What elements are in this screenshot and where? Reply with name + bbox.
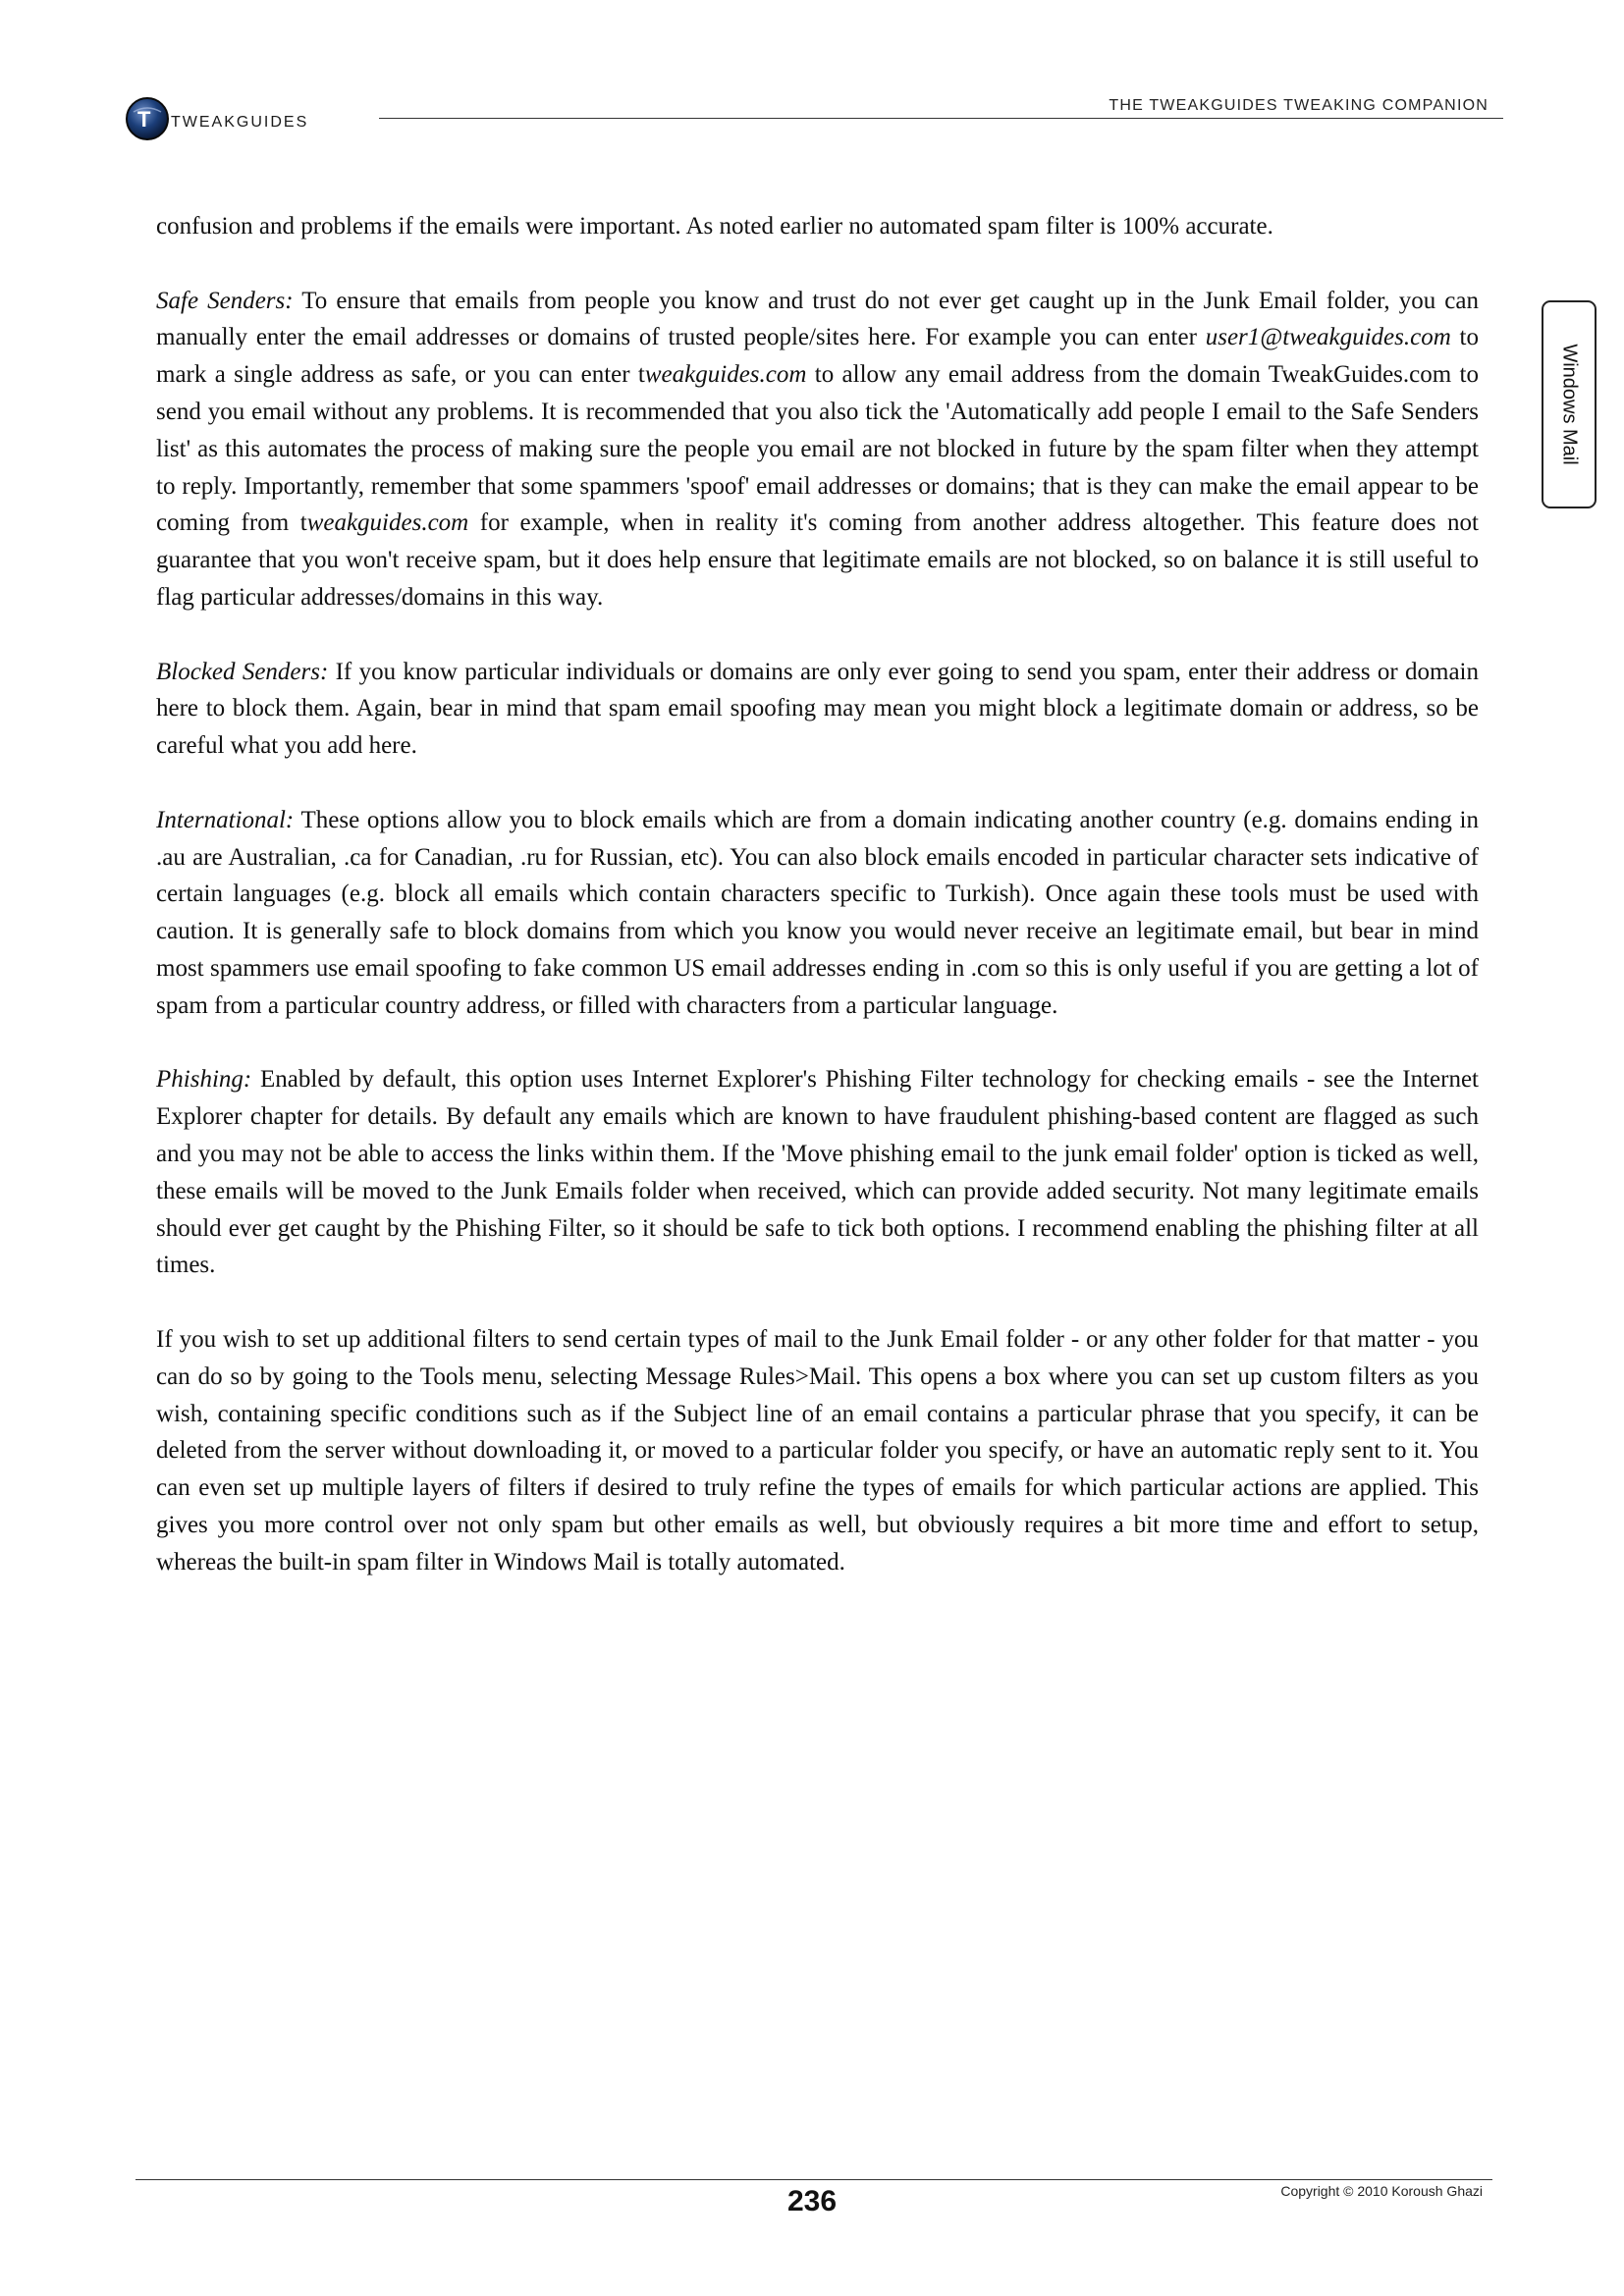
page-number: 236 — [786, 2185, 838, 2217]
example-address: user1@tweakguides.com — [1205, 324, 1451, 351]
logo-wordmark: TWEAKGUIDES — [171, 114, 309, 131]
term-phishing: Phishing: — [156, 1066, 252, 1094]
term-safe-senders: Safe Senders: — [156, 287, 294, 314]
footer-rule — [135, 2179, 1492, 2180]
paragraph-phishing: Phishing: Enabled by default, this option uses Internet Explorer's Phishing Filter technology for checking emails - see the Internet Explorer chapter for details. By default any emails which are known to have fraudulent phishing-based content are flagged as such and you may not be able to access the links within them. If the 'Move phishing email to the junk email folder' option is ticked as well, these emails will be moved to the Junk Emails folder when received, which can provide added security. Not many legitimate emails should ever get caught by the Phishing Filter, so it should be safe to tick both options. I recommend enabling the phishing filter at all times. — [156, 1066, 1479, 1279]
term-blocked-senders: Blocked Senders: — [156, 658, 329, 685]
paragraph-continuation: confusion and problems if the emails were important. As noted earlier no automated spam filter is 100% accurate. — [156, 213, 1273, 240]
tweakguides-logo — [124, 94, 359, 143]
paragraph-safe-senders: Safe Senders: To ensure that emails from people you know and trust do not ever get caught up in the Junk Email folder, you can manually enter the email addresses or domains of trusted people/sites here. For example you can enter user1@tweakguides.com to mark a single address as safe, or you can enter tweakguides.com to allow any email address from the domain TweakGuides.com to send you email without any problems. It is recommended that you also tick the 'Automatically add people I email to the Safe Senders list' as this automates the process of making sure the people you email are not blocked in future by the spam filter when they attempt to reply. Importantly, remember that some spammers 'spoof' email addresses or domains; that is they can make the email appear to be coming from tweakguides.com for example, when in reality it's coming from another address altogether. This feature does not guarantee that you won't receive spam, but it does help ensure that legitimate emails are not blocked, so on balance it is still useful to flag particular addresses/domains in this way. — [156, 287, 1480, 611]
paragraph-international: International: These options allow you to block emails which are from a domain indicating another country (e.g. domains ending in .au are Australian, .ca for Canadian, .ru for Russian, etc). You can also block emails encoded in particular character sets indicative of certain languages (e.g. block all emails which contain characters specific to Turkish). Once again these tools must be used with caution. It is generally safe to block domains from which you know you would never receive an legitimate email, but bear in mind most spammers use email spoofing to fake common US email addresses ending in .com so this is only useful if you are getting a lot of spam from a particular country address, or filled with characters from a particular language. — [156, 806, 1479, 1019]
copyright-notice: Copyright © 2010 Koroush Ghazi — [1280, 2183, 1483, 2199]
header-title: THE TWEAKGUIDES TWEAKING COMPANION — [1109, 97, 1489, 114]
term-international: International: — [156, 806, 295, 833]
spoof-domain: weakguides.com — [306, 509, 469, 537]
chapter-tab-label: Windows Mail — [1558, 344, 1581, 465]
header-rule — [379, 118, 1503, 119]
example-domain: weakguides.com — [644, 361, 807, 389]
chapter-tab — [1542, 300, 1597, 508]
paragraph-message-rules: If you wish to set up additional filters to send certain types of mail to the Junk Email folder - or any other folder for that matter - you can do so by going to the Tools menu, selecting Message Rules>Mail. This opens a box where you can set up custom filters as you wish, containing specific conditions such as if the Subject line of an email contains a particular phrase that you specify, it can be deleted from the server without downloading it, or moved to a particular folder you specify, or have an automatic reply sent to it. You can even set up multiple layers of filters if desired to truly refine the types of emails for which particular actions are applied. This gives you more control over not only spam but other emails as well, but obviously requires a bit more time and effort to setup, whereas the built-in spam filter in Windows Mail is totally automated. — [156, 1325, 1479, 1575]
page-body — [156, 208, 1479, 1618]
paragraph-blocked-senders: Blocked Senders: If you know particular individuals or domains are only ever going to send you spam, enter their address or domain here to block them. Again, bear in mind that spam email spoofing may mean you might block a legitimate domain or address, so be careful what you add here. — [156, 658, 1479, 760]
svg-text:T: T — [137, 107, 151, 132]
